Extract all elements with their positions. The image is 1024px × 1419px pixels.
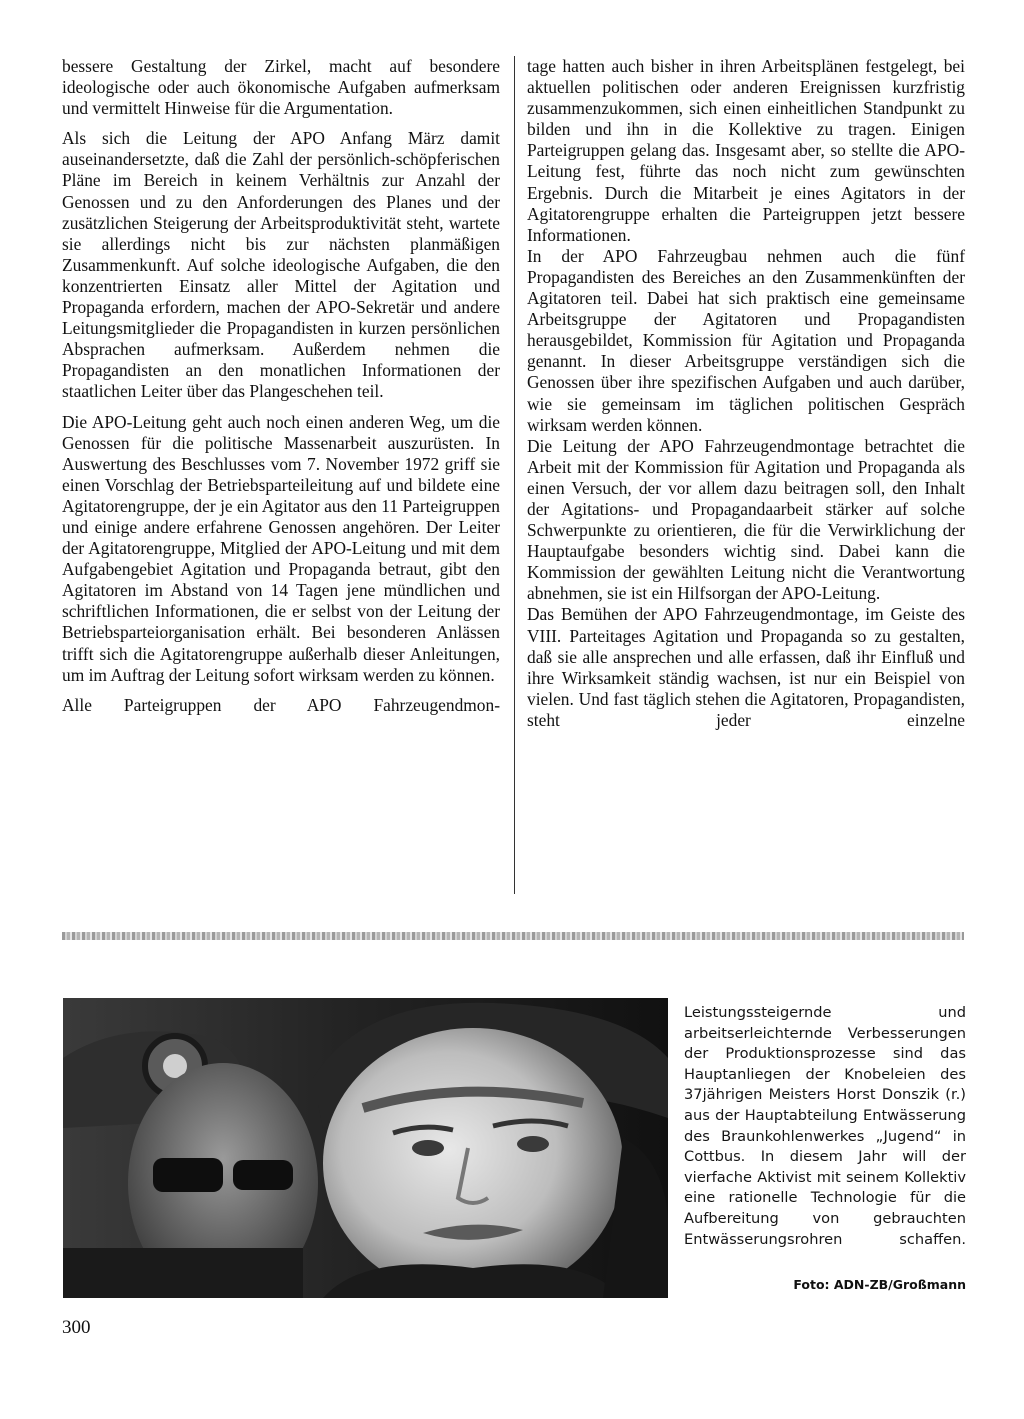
page-number: 300 [62,1317,91,1338]
paragraph: Die APO-Leitung geht auch noch einen anderen Weg, um die Genossen für die politische Massenarbeit auszurüsten. In Auswertung des Beschlusses vom 7. November 1972 griff sie einen Vorschlag der Betriebsparteileitung auf und bildete eine Agitatorengruppe, der je ein Agitator aus den 11 Parteigruppen und einige andere erfahrene Genossen angehören. Der Leiter der Agitatorengruppe, Mitglied der APO-Leitung und mit dem Aufgabengebiet Agitation und Propaganda betraut, gibt den Agitatoren im Abstand von 14 Tagen jene mündlichen und schriftlichen Informationen, die er selbst von der Leitung der Betriebsparteiorganisation erhält. Bei besonderen Anlässen trifft sich die Agitatorengruppe außerhalb dieser Anleitungen, um im Auftrag der Leitung sofort wirksam werden zu können. [62,411,500,685]
paragraph: bessere Gestaltung der Zirkel, macht auf besondere ideologische oder auch ökonomische Aufgaben aufmerksam und vermittelt Hinweise für die Argumentation. [62,56,500,119]
paragraph: In der APO Fahrzeugbau nehmen auch die fünf Propagandisten des Bereiches an den Zusammenkünften der Agitatoren teil. Dabei hat sich praktisch eine gemeinsame Arbeitsgruppe der Agitatoren und Propagandisten herausgebildet, Kommission für Agitation und Propaganda genannt. In dieser Arbeitsgruppe verständigen sich die Genossen über ihre spezifischen Aufgaben und auch darüber, wie sie gemeinsam im täglichen politischen Gespräch wirksam werden können. [527,245,965,435]
separator-band [62,932,964,940]
press-photo [63,998,668,1298]
photo-caption [684,1003,966,1250]
paragraph: tage hatten auch bisher in ihren Arbeitsplänen festgelegt, bei aktuellen politischen oder anderen Ereignissen kurzfristig zusammenzukommen, sich einen einheitlichen Standpunkt zu bilden und ihn in die Kollektive zu tragen. Einigen Parteigruppen gelang das. Insgesamt aber, so stellte die APO-Leitung fest, führte das noch nicht zum gewünschten Ergebnis. Durch die Mitarbeit je eines Agitators in der Agitatorengruppe erhalten die Parteigruppen jetzt bessere Informationen. [527,56,965,245]
paragraph: Das Bemühen der APO Fahrzeugendmontage, im Geiste des VIII. Parteitages Agitation und Propaganda so zu gestalten, daß sie alle ansprechen und alle erfassen, daß ihr Einfluß und ihre Wirksamkeit ständig wachsen, ist nur ein Beispiel von vielen. Und fast täglich stehen die Agitatoren, Propagandisten, steht jeder einzelne [527,604,965,730]
paragraph: Alle Parteigruppen der APO Fahrzeugendmon- [62,694,500,715]
column-divider [514,56,515,894]
paragraph: Die Leitung der APO Fahrzeugendmontage betrachtet die Arbeit mit der Kommission für Agitation und Propaganda als einen Versuch, der vor allem dazu beitragen soll, den Inhalt der Agitations- und Propagandaarbeit stärker auf solche Schwerpunkte zu orientieren, die für die Verwirklichung der Hauptaufgabe besonders wichtig sind. Dabei kann die Kommission der gewählten Leitung nicht die Verantwortung abnehmen, sie ist ein Hilfsorgan der APO-Leitung. [527,435,965,604]
article-left-column [62,56,500,716]
photo-caption-text: Leistungssteigernde und arbeitserleichternde Verbesserungen der Produktionsprozesse sind das Hauptanliegen der Knobeleien des 37jährigen Meisters Horst Donszik (r.) aus der Hauptabteilung Entwässerung des Braunkohlenwerkes „Jugend“ in Cottbus. In diesem Jahr will der vierfache Aktivist mit seinem Kollektiv eine rationelle Technologie für die Aufbereitung von gebrauchten Entwässerungsrohren schaffen. [684,1004,966,1248]
paragraph: Als sich die Leitung der APO Anfang März damit auseinandersetzte, daß die Zahl der persönlich-schöpferischen Pläne im Bereich in keinem Verhältnis zur Anzahl der Genossen und zu den Anforderungen des Planes und der zusätzlichen Steigerung der Arbeitsproduktivität steht, wartete sie allerdings nicht bis zur nächsten planmäßigen Zusammenkunft. Auf solche ideologische Aufgaben, die den konzentrierten Einsatz aller Mittel der Agitation und Propaganda erfordern, machen der APO-Sekretär und andere Leitungsmitglieder die Propagandisten in kurzen persönlichen Absprachen aufmerksam. Außerdem nehmen die Propagandisten an den monatlichen Informationen der staatlichen Leiter über das Plangeschehen teil. [62,128,500,402]
article-right-column [527,56,965,731]
photo-credit: Foto: ADN-ZB/Großmann [793,1277,966,1292]
